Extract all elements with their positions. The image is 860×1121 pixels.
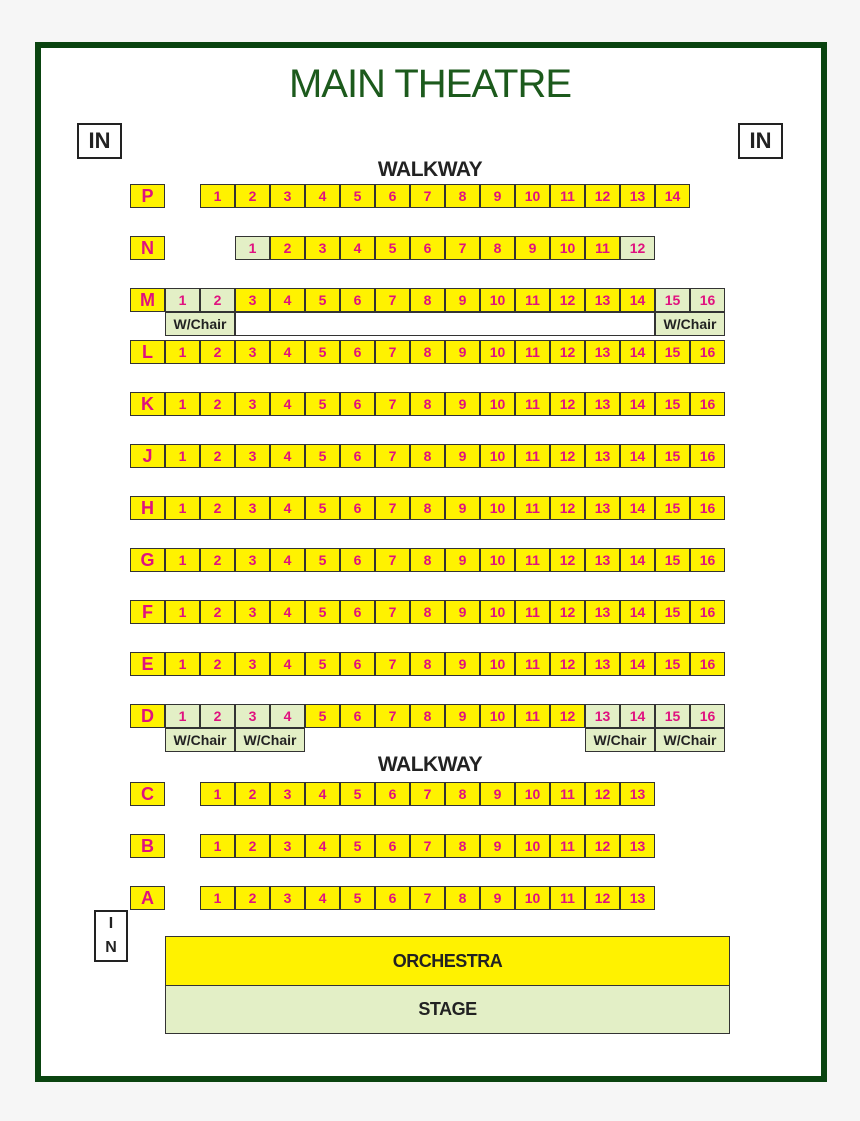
row-label-p: P (130, 184, 165, 208)
seat-c-3[interactable]: 3 (270, 782, 305, 806)
seat-a-10[interactable]: 10 (515, 886, 550, 910)
row-label-c: C (130, 782, 165, 806)
seat-n-10[interactable]: 10 (550, 236, 585, 260)
seat-h-4[interactable]: 4 (270, 496, 305, 520)
row-label-k: K (130, 392, 165, 416)
seat-f-12[interactable]: 12 (550, 600, 585, 624)
seat-b-4[interactable]: 4 (305, 834, 340, 858)
seat-g-2[interactable]: 2 (200, 548, 235, 572)
seat-c-5[interactable]: 5 (340, 782, 375, 806)
seat-l-12[interactable]: 12 (550, 340, 585, 364)
wheelchair-space-d-1-2[interactable]: W/Chair (165, 728, 235, 752)
seat-p-6[interactable]: 6 (375, 184, 410, 208)
page-title: MAIN THEATRE (288, 62, 572, 106)
walkway-label-top: WALKWAY (377, 158, 483, 181)
seat-b-12[interactable]: 12 (585, 834, 620, 858)
seat-n-9[interactable]: 9 (515, 236, 550, 260)
seat-l-11[interactable]: 11 (515, 340, 550, 364)
seat-g-1[interactable]: 1 (165, 548, 200, 572)
seat-g-8[interactable]: 8 (410, 548, 445, 572)
seat-e-12[interactable]: 12 (550, 652, 585, 676)
seat-k-6[interactable]: 6 (340, 392, 375, 416)
seat-f-4[interactable]: 4 (270, 600, 305, 624)
seat-j-6[interactable]: 6 (340, 444, 375, 468)
seat-h-16[interactable]: 16 (690, 496, 725, 520)
seat-h-10[interactable]: 10 (480, 496, 515, 520)
seat-k-8[interactable]: 8 (410, 392, 445, 416)
entrance-side-letter-n: N (105, 939, 117, 956)
seat-j-7[interactable]: 7 (375, 444, 410, 468)
entrance-side-letter-i: I (108, 915, 114, 932)
seat-p-10[interactable]: 10 (515, 184, 550, 208)
seat-c-13[interactable]: 13 (620, 782, 655, 806)
seat-j-2[interactable]: 2 (200, 444, 235, 468)
seat-g-12[interactable]: 12 (550, 548, 585, 572)
seat-d-8[interactable]: 8 (410, 704, 445, 728)
seat-k-12[interactable]: 12 (550, 392, 585, 416)
seat-h-2[interactable]: 2 (200, 496, 235, 520)
seat-h-12[interactable]: 12 (550, 496, 585, 520)
seat-g-9[interactable]: 9 (445, 548, 480, 572)
seat-h-13[interactable]: 13 (585, 496, 620, 520)
seat-j-8[interactable]: 8 (410, 444, 445, 468)
seat-h-14[interactable]: 14 (620, 496, 655, 520)
seat-h-11[interactable]: 11 (515, 496, 550, 520)
seat-j-13[interactable]: 13 (585, 444, 620, 468)
seat-j-10[interactable]: 10 (480, 444, 515, 468)
seat-k-7[interactable]: 7 (375, 392, 410, 416)
seat-h-15[interactable]: 15 (655, 496, 690, 520)
seat-d-1[interactable]: 1 (165, 704, 200, 728)
wheelchair-space-d-15-16[interactable]: W/Chair (655, 728, 725, 752)
seat-c-10[interactable]: 10 (515, 782, 550, 806)
seat-m-1[interactable]: 1 (165, 288, 200, 312)
seat-e-1[interactable]: 1 (165, 652, 200, 676)
seat-g-11[interactable]: 11 (515, 548, 550, 572)
seat-a-1[interactable]: 1 (200, 886, 235, 910)
row-label-g: G (130, 548, 165, 572)
seat-n-8[interactable]: 8 (480, 236, 515, 260)
row-m-wheelchair-gap (235, 312, 655, 336)
seat-m-2[interactable]: 2 (200, 288, 235, 312)
seat-h-8[interactable]: 8 (410, 496, 445, 520)
seat-e-13[interactable]: 13 (585, 652, 620, 676)
seat-a-2[interactable]: 2 (235, 886, 270, 910)
seat-a-8[interactable]: 8 (445, 886, 480, 910)
seat-p-9[interactable]: 9 (480, 184, 515, 208)
entrance-top-right: IN (738, 123, 783, 159)
seat-e-5[interactable]: 5 (305, 652, 340, 676)
row-label-e: E (130, 652, 165, 676)
seat-g-16[interactable]: 16 (690, 548, 725, 572)
seat-l-10[interactable]: 10 (480, 340, 515, 364)
seat-l-3[interactable]: 3 (235, 340, 270, 364)
seat-h-1[interactable]: 1 (165, 496, 200, 520)
row-label-b: B (130, 834, 165, 858)
seat-g-7[interactable]: 7 (375, 548, 410, 572)
seat-e-4[interactable]: 4 (270, 652, 305, 676)
seat-a-7[interactable]: 7 (410, 886, 445, 910)
seat-b-11[interactable]: 11 (550, 834, 585, 858)
seat-c-2[interactable]: 2 (235, 782, 270, 806)
seat-j-15[interactable]: 15 (655, 444, 690, 468)
seat-p-7[interactable]: 7 (410, 184, 445, 208)
seat-h-6[interactable]: 6 (340, 496, 375, 520)
seat-k-5[interactable]: 5 (305, 392, 340, 416)
seat-n-11[interactable]: 11 (585, 236, 620, 260)
seat-h-9[interactable]: 9 (445, 496, 480, 520)
seat-l-16[interactable]: 16 (690, 340, 725, 364)
seat-f-3[interactable]: 3 (235, 600, 270, 624)
seat-p-8[interactable]: 8 (445, 184, 480, 208)
seat-h-3[interactable]: 3 (235, 496, 270, 520)
seat-a-12[interactable]: 12 (585, 886, 620, 910)
entrance-top-left: IN (77, 123, 122, 159)
seat-f-11[interactable]: 11 (515, 600, 550, 624)
orchestra-area: ORCHESTRA (165, 936, 730, 986)
seat-b-8[interactable]: 8 (445, 834, 480, 858)
seat-g-10[interactable]: 10 (480, 548, 515, 572)
seat-c-1[interactable]: 1 (200, 782, 235, 806)
seat-d-10[interactable]: 10 (480, 704, 515, 728)
seat-e-7[interactable]: 7 (375, 652, 410, 676)
wheelchair-space-m-1-2[interactable]: W/Chair (165, 312, 235, 336)
seat-k-9[interactable]: 9 (445, 392, 480, 416)
seat-m-11[interactable]: 11 (515, 288, 550, 312)
stage-area: STAGE (165, 985, 730, 1034)
seat-g-3[interactable]: 3 (235, 548, 270, 572)
seat-j-5[interactable]: 5 (305, 444, 340, 468)
seat-a-9[interactable]: 9 (480, 886, 515, 910)
seat-b-3[interactable]: 3 (270, 834, 305, 858)
seat-c-9[interactable]: 9 (480, 782, 515, 806)
seat-p-5[interactable]: 5 (340, 184, 375, 208)
seat-k-13[interactable]: 13 (585, 392, 620, 416)
seat-m-4[interactable]: 4 (270, 288, 305, 312)
seat-p-4[interactable]: 4 (305, 184, 340, 208)
seat-j-16[interactable]: 16 (690, 444, 725, 468)
seat-f-5[interactable]: 5 (305, 600, 340, 624)
seat-b-13[interactable]: 13 (620, 834, 655, 858)
seat-j-4[interactable]: 4 (270, 444, 305, 468)
seat-g-4[interactable]: 4 (270, 548, 305, 572)
seat-m-14[interactable]: 14 (620, 288, 655, 312)
seat-j-1[interactable]: 1 (165, 444, 200, 468)
seat-c-6[interactable]: 6 (375, 782, 410, 806)
wheelchair-space-d-13-14[interactable]: W/Chair (585, 728, 655, 752)
seat-e-11[interactable]: 11 (515, 652, 550, 676)
seat-k-2[interactable]: 2 (200, 392, 235, 416)
seat-g-13[interactable]: 13 (585, 548, 620, 572)
seat-d-9[interactable]: 9 (445, 704, 480, 728)
seat-k-3[interactable]: 3 (235, 392, 270, 416)
seat-l-15[interactable]: 15 (655, 340, 690, 364)
seat-n-5[interactable]: 5 (375, 236, 410, 260)
seat-a-11[interactable]: 11 (550, 886, 585, 910)
row-label-m: M (130, 288, 165, 312)
seat-b-10[interactable]: 10 (515, 834, 550, 858)
seat-f-1[interactable]: 1 (165, 600, 200, 624)
seat-b-1[interactable]: 1 (200, 834, 235, 858)
seat-e-3[interactable]: 3 (235, 652, 270, 676)
seat-b-9[interactable]: 9 (480, 834, 515, 858)
seat-d-4[interactable]: 4 (270, 704, 305, 728)
row-label-d: D (130, 704, 165, 728)
seat-l-7[interactable]: 7 (375, 340, 410, 364)
seat-f-6[interactable]: 6 (340, 600, 375, 624)
seat-b-6[interactable]: 6 (375, 834, 410, 858)
seat-f-15[interactable]: 15 (655, 600, 690, 624)
seat-c-4[interactable]: 4 (305, 782, 340, 806)
seat-e-6[interactable]: 6 (340, 652, 375, 676)
seat-m-13[interactable]: 13 (585, 288, 620, 312)
seat-l-6[interactable]: 6 (340, 340, 375, 364)
seat-g-14[interactable]: 14 (620, 548, 655, 572)
seat-d-15[interactable]: 15 (655, 704, 690, 728)
row-label-j: J (130, 444, 165, 468)
seat-l-5[interactable]: 5 (305, 340, 340, 364)
seat-h-5[interactable]: 5 (305, 496, 340, 520)
seat-m-16[interactable]: 16 (690, 288, 725, 312)
seat-l-9[interactable]: 9 (445, 340, 480, 364)
seat-g-15[interactable]: 15 (655, 548, 690, 572)
seat-m-8[interactable]: 8 (410, 288, 445, 312)
seat-d-12[interactable]: 12 (550, 704, 585, 728)
seat-f-2[interactable]: 2 (200, 600, 235, 624)
seat-j-3[interactable]: 3 (235, 444, 270, 468)
seat-d-11[interactable]: 11 (515, 704, 550, 728)
seat-m-9[interactable]: 9 (445, 288, 480, 312)
seat-d-7[interactable]: 7 (375, 704, 410, 728)
seat-n-3[interactable]: 3 (305, 236, 340, 260)
entrance-side (94, 910, 128, 962)
seat-n-2[interactable]: 2 (270, 236, 305, 260)
row-label-f: F (130, 600, 165, 624)
seat-f-13[interactable]: 13 (585, 600, 620, 624)
seat-n-4[interactable]: 4 (340, 236, 375, 260)
seat-m-7[interactable]: 7 (375, 288, 410, 312)
seat-g-6[interactable]: 6 (340, 548, 375, 572)
seat-d-16[interactable]: 16 (690, 704, 725, 728)
seat-b-5[interactable]: 5 (340, 834, 375, 858)
seat-m-15[interactable]: 15 (655, 288, 690, 312)
seat-n-1[interactable]: 1 (235, 236, 270, 260)
seat-m-6[interactable]: 6 (340, 288, 375, 312)
seat-j-14[interactable]: 14 (620, 444, 655, 468)
seat-c-12[interactable]: 12 (585, 782, 620, 806)
seat-a-3[interactable]: 3 (270, 886, 305, 910)
seat-m-12[interactable]: 12 (550, 288, 585, 312)
wheelchair-space-d-3-4[interactable]: W/Chair (235, 728, 305, 752)
seat-f-16[interactable]: 16 (690, 600, 725, 624)
seat-b-7[interactable]: 7 (410, 834, 445, 858)
row-label-n: N (130, 236, 165, 260)
seat-e-2[interactable]: 2 (200, 652, 235, 676)
seat-l-14[interactable]: 14 (620, 340, 655, 364)
seat-f-7[interactable]: 7 (375, 600, 410, 624)
seat-c-7[interactable]: 7 (410, 782, 445, 806)
row-label-h: H (130, 496, 165, 520)
seat-f-8[interactable]: 8 (410, 600, 445, 624)
seat-a-5[interactable]: 5 (340, 886, 375, 910)
seat-e-10[interactable]: 10 (480, 652, 515, 676)
seat-l-2[interactable]: 2 (200, 340, 235, 364)
seat-d-2[interactable]: 2 (200, 704, 235, 728)
row-label-a: A (130, 886, 165, 910)
seat-f-14[interactable]: 14 (620, 600, 655, 624)
seat-p-3[interactable]: 3 (270, 184, 305, 208)
seat-l-8[interactable]: 8 (410, 340, 445, 364)
seat-m-10[interactable]: 10 (480, 288, 515, 312)
seat-d-14[interactable]: 14 (620, 704, 655, 728)
seat-n-7[interactable]: 7 (445, 236, 480, 260)
seat-b-2[interactable]: 2 (235, 834, 270, 858)
walkway-label-middle: WALKWAY (377, 753, 483, 776)
seat-k-10[interactable]: 10 (480, 392, 515, 416)
seat-k-4[interactable]: 4 (270, 392, 305, 416)
seat-k-11[interactable]: 11 (515, 392, 550, 416)
seat-j-11[interactable]: 11 (515, 444, 550, 468)
seat-e-15[interactable]: 15 (655, 652, 690, 676)
seat-f-9[interactable]: 9 (445, 600, 480, 624)
seat-f-10[interactable]: 10 (480, 600, 515, 624)
seat-p-1[interactable]: 1 (200, 184, 235, 208)
seat-n-12[interactable]: 12 (620, 236, 655, 260)
seat-d-5[interactable]: 5 (305, 704, 340, 728)
seat-j-12[interactable]: 12 (550, 444, 585, 468)
seat-d-3[interactable]: 3 (235, 704, 270, 728)
seat-c-8[interactable]: 8 (445, 782, 480, 806)
seat-h-7[interactable]: 7 (375, 496, 410, 520)
seat-k-16[interactable]: 16 (690, 392, 725, 416)
row-label-l: L (130, 340, 165, 364)
seat-e-16[interactable]: 16 (690, 652, 725, 676)
seat-l-13[interactable]: 13 (585, 340, 620, 364)
seat-p-13[interactable]: 13 (620, 184, 655, 208)
seat-a-6[interactable]: 6 (375, 886, 410, 910)
seat-e-8[interactable]: 8 (410, 652, 445, 676)
seat-l-1[interactable]: 1 (165, 340, 200, 364)
seat-m-3[interactable]: 3 (235, 288, 270, 312)
seat-l-4[interactable]: 4 (270, 340, 305, 364)
seat-e-9[interactable]: 9 (445, 652, 480, 676)
seat-k-15[interactable]: 15 (655, 392, 690, 416)
wheelchair-space-m-15-16[interactable]: W/Chair (655, 312, 725, 336)
seat-j-9[interactable]: 9 (445, 444, 480, 468)
seat-a-4[interactable]: 4 (305, 886, 340, 910)
seat-p-2[interactable]: 2 (235, 184, 270, 208)
seat-p-12[interactable]: 12 (585, 184, 620, 208)
seat-p-11[interactable]: 11 (550, 184, 585, 208)
seat-p-14[interactable]: 14 (655, 184, 690, 208)
seat-k-1[interactable]: 1 (165, 392, 200, 416)
seat-g-5[interactable]: 5 (305, 548, 340, 572)
seat-c-11[interactable]: 11 (550, 782, 585, 806)
seat-k-14[interactable]: 14 (620, 392, 655, 416)
seat-d-6[interactable]: 6 (340, 704, 375, 728)
seat-a-13[interactable]: 13 (620, 886, 655, 910)
seat-n-6[interactable]: 6 (410, 236, 445, 260)
seat-d-13[interactable]: 13 (585, 704, 620, 728)
seat-m-5[interactable]: 5 (305, 288, 340, 312)
seat-e-14[interactable]: 14 (620, 652, 655, 676)
